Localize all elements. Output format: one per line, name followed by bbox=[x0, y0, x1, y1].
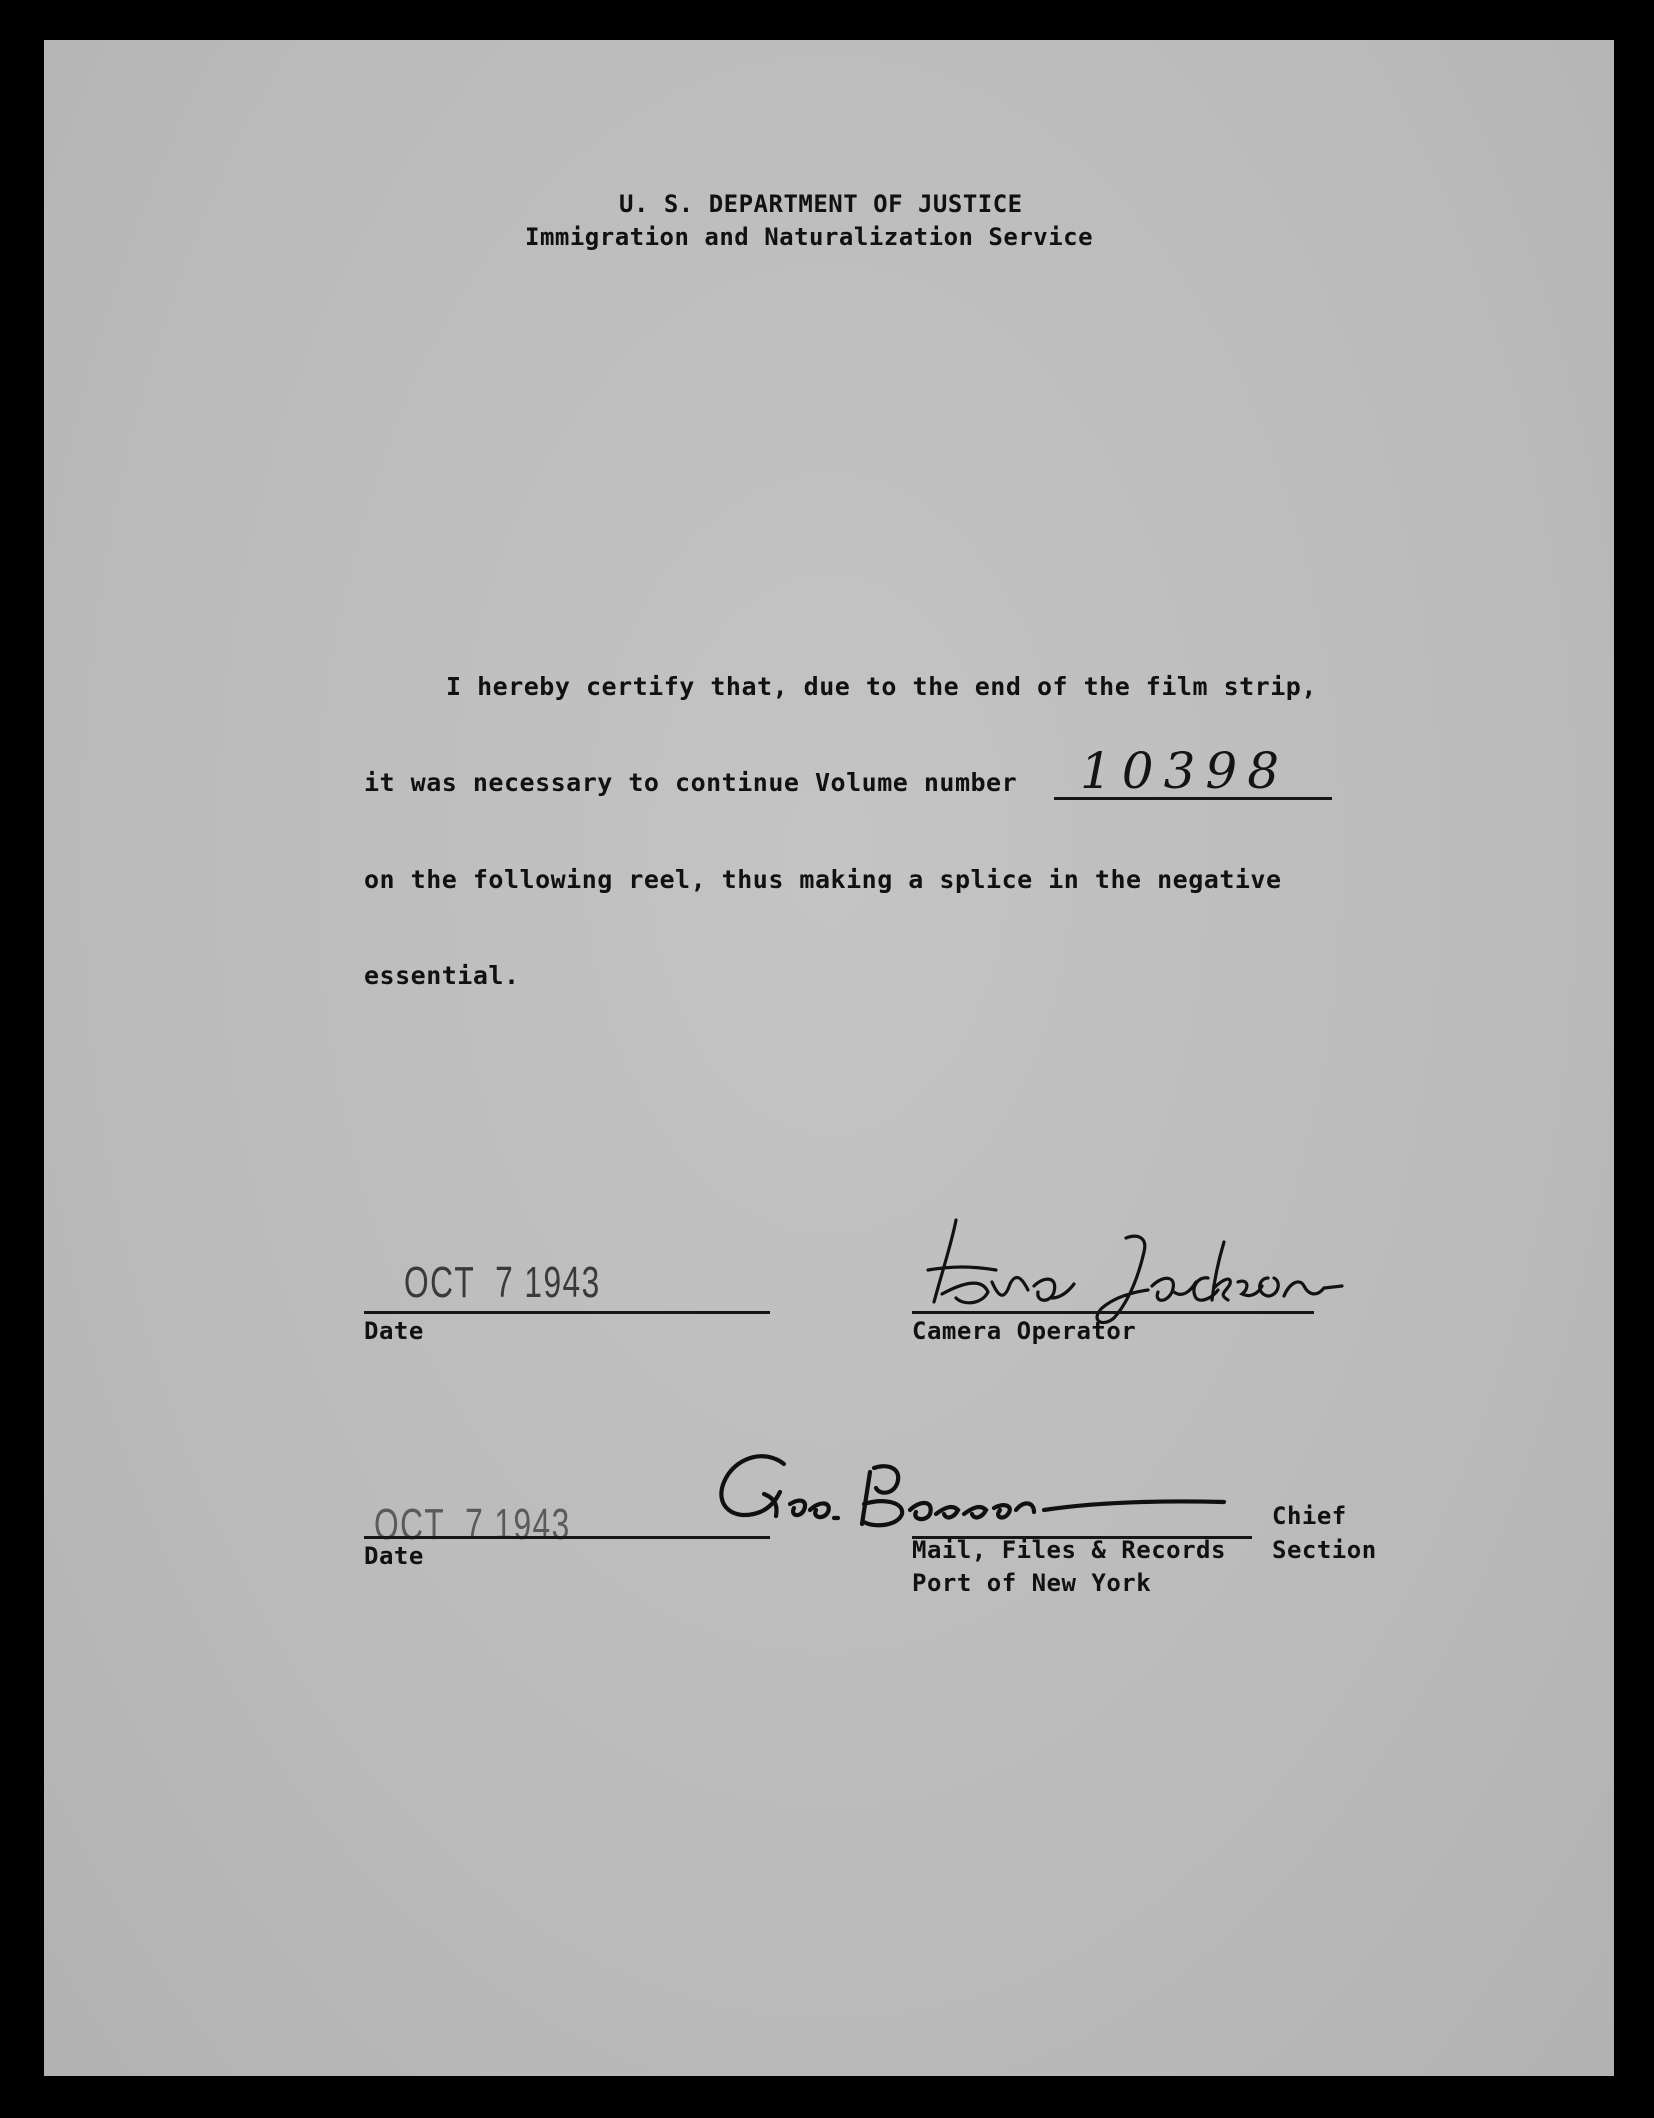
volume-number-handwritten: 10398 bbox=[1080, 742, 1290, 800]
section-title: Section bbox=[1272, 1536, 1377, 1564]
date-label-1: Date bbox=[364, 1317, 424, 1345]
date-line-1 bbox=[364, 1311, 770, 1314]
certification-line-4: essential. bbox=[364, 961, 520, 990]
chief-title: Chief bbox=[1272, 1502, 1347, 1530]
certification-line-3: on the following reel, thus making a splice in the negative bbox=[364, 865, 1282, 894]
header-service: Immigration and Naturalization Service bbox=[525, 223, 1094, 251]
certification-line-1: I hereby certify that, due to the end of the film strip, bbox=[446, 672, 1317, 701]
date-stamp-1: OCT 7 1943 bbox=[404, 1258, 601, 1307]
chief-signature bbox=[704, 1438, 1264, 1548]
camera-operator-label: Camera Operator bbox=[912, 1317, 1137, 1345]
camera-operator-line bbox=[912, 1311, 1314, 1314]
document-page bbox=[44, 40, 1614, 2076]
mail-files-records: Mail, Files & Records bbox=[912, 1536, 1226, 1564]
date-stamp-2: OCT 7 1943 bbox=[374, 1500, 571, 1549]
volume-number-underline bbox=[1054, 797, 1332, 800]
header-agency: U. S. DEPARTMENT OF JUSTICE bbox=[619, 190, 1023, 218]
date-label-2: Date bbox=[364, 1542, 424, 1570]
certification-line-2: it was necessary to continue Volume number bbox=[364, 768, 1018, 797]
port-of-new-york: Port of New York bbox=[912, 1569, 1152, 1597]
camera-operator-signature bbox=[912, 1212, 1372, 1332]
